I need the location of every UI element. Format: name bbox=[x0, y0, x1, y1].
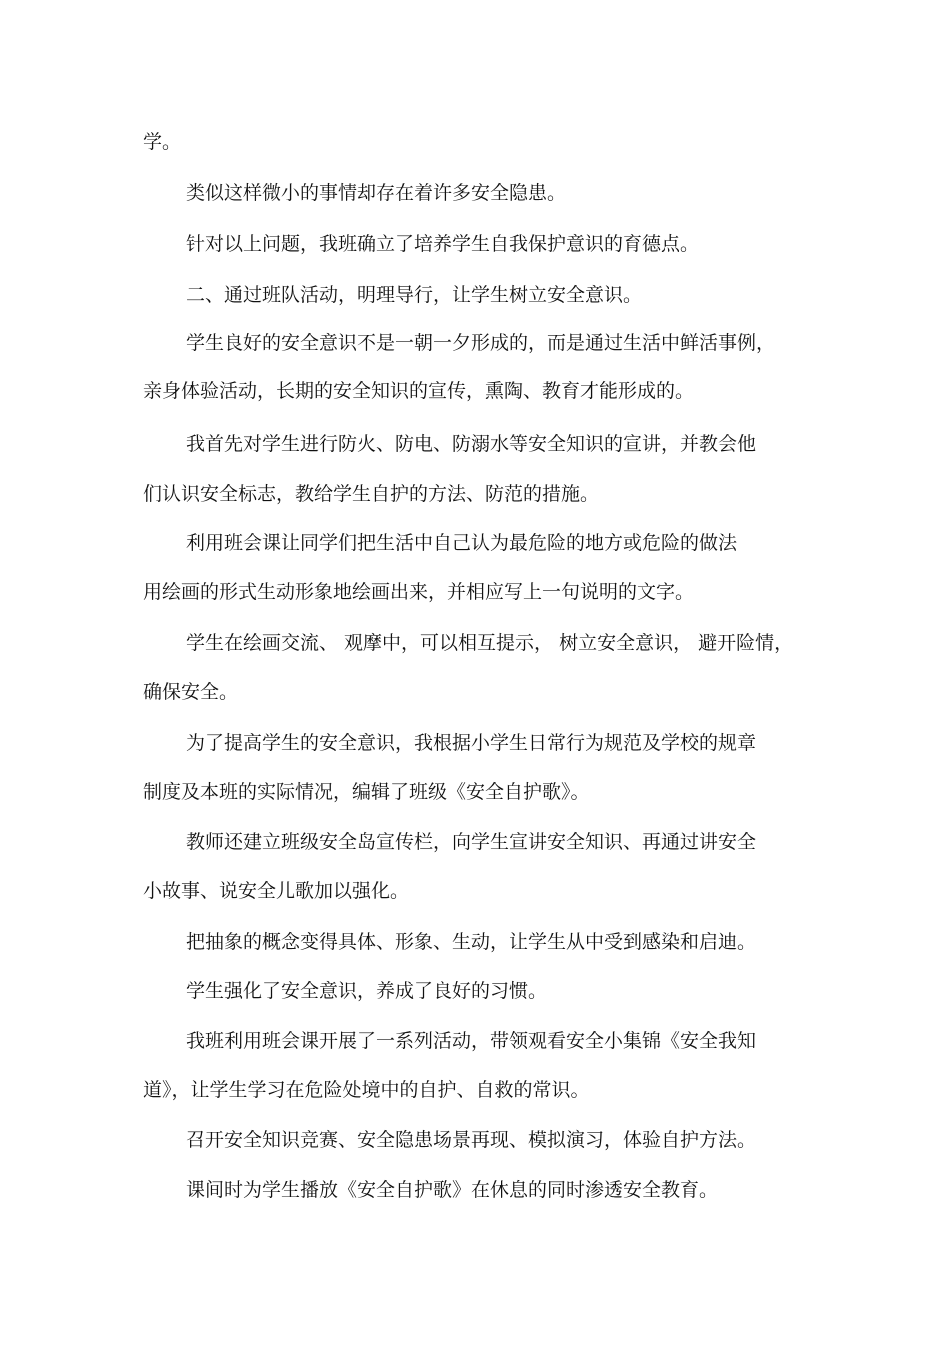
text-line: 们认识安全标志，教给学生自护的方法、防范的措施。 bbox=[143, 483, 600, 505]
text-line: 召开安全知识竞赛、安全隐患场景再现、模拟演习，体验自护方法。 bbox=[186, 1129, 757, 1151]
text-line: 道》，让学生学习在危险处境中的自护、自救的常识。 bbox=[143, 1079, 590, 1101]
text-line: 课间时为学生播放《安全自护歌》在休息的同时渗透安全教育。 bbox=[186, 1179, 719, 1201]
text-line: 为了提高学生的安全意识，我根据小学生日常行为规范及学校的规章 bbox=[186, 732, 757, 754]
text-line: 制度及本班的实际情况，编辑了班级《安全自护歌》。 bbox=[143, 781, 590, 803]
text-line: 学生强化了安全意识，养成了良好的习惯。 bbox=[186, 980, 548, 1002]
text-line: 亲身体验活动，长期的安全知识的宣传，熏陶、教育才能形成的。 bbox=[143, 380, 695, 402]
text-line: 学生在绘画交流、 观摩中，可以相互提示， 树立安全意识， 避开险情， bbox=[186, 632, 794, 654]
text-line: 确保安全。 bbox=[143, 681, 239, 703]
text-line: 学生良好的安全意识不是一朝一夕形成的，而是通过生活中鲜活事例， bbox=[186, 332, 776, 354]
text-line: 类似这样微小的事情却存在着许多安全隐患。 bbox=[186, 182, 567, 204]
text-line: 学。 bbox=[143, 131, 182, 153]
text-line: 教师还建立班级安全岛宣传栏，向学生宣讲安全知识、再通过讲安全 bbox=[186, 831, 757, 853]
text-line: 我首先对学生进行防火、防电、防溺水等安全知识的宣讲，并教会他 bbox=[186, 433, 757, 455]
text-line: 利用班会课让同学们把生活中自己认为最危险的地方或危险的做法 bbox=[186, 532, 738, 554]
text-line: 我班利用班会课开展了一系列活动，带领观看安全小集锦《安全我知 bbox=[186, 1030, 757, 1052]
text-line: 针对以上问题，我班确立了培养学生自我保护意识的育德点。 bbox=[186, 233, 700, 255]
text-line: 把抽象的概念变得具体、形象、生动，让学生从中受到感染和启迪。 bbox=[186, 931, 757, 953]
text-line: 用绘画的形式生动形象地绘画出来，并相应写上一句说明的文字。 bbox=[143, 581, 695, 603]
text-line: 二、通过班队活动，明理导行，让学生树立安全意识。 bbox=[186, 284, 643, 306]
text-line: 小故事、说安全儿歌加以强化。 bbox=[143, 880, 410, 902]
